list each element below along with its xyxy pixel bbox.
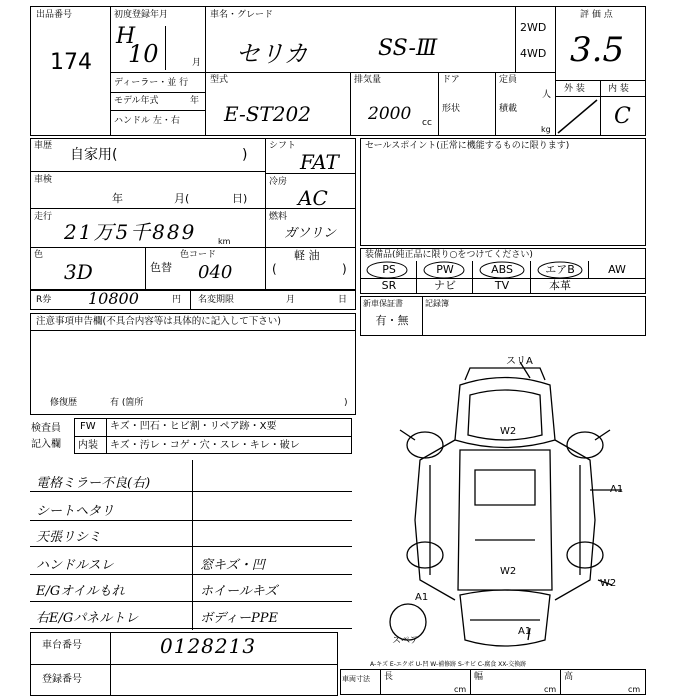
- sales-point-label: セールスポイント(正常に機能するものに限ります): [365, 141, 570, 151]
- warranty-label: 新車保証書: [363, 299, 403, 308]
- lot-number-label: 出品番号: [36, 10, 73, 20]
- car-grade: SS-Ⅲ: [378, 36, 438, 61]
- height-unit: cm: [628, 685, 641, 694]
- color-code-label: 色コード: [180, 250, 217, 260]
- name-grade-label: 車名・グレード: [210, 10, 274, 20]
- vehicle-diagram: [360, 340, 650, 660]
- mileage-value: 21万5千889: [64, 220, 197, 244]
- fuel-label: 燃料: [269, 212, 288, 222]
- equipment-circles: [360, 260, 600, 280]
- inspector-label-1: 検査員: [31, 423, 61, 434]
- lot-number: 174: [50, 50, 92, 75]
- kg-unit: kg: [541, 125, 551, 134]
- mark-front: スリA: [506, 356, 533, 367]
- color-label: 色: [34, 250, 44, 260]
- remark-left-1: 電格ミラー不良(右): [36, 476, 151, 491]
- km-unit: km: [218, 237, 231, 246]
- cc-unit: cc: [422, 118, 432, 128]
- equip-sr: SR: [381, 279, 397, 292]
- first-registration-label: 初度登録年月: [114, 10, 169, 20]
- shift-label: シフト: [269, 141, 297, 151]
- chassis-label: 車台番号: [42, 640, 82, 651]
- displacement-label: 排気量: [354, 75, 382, 85]
- inspector-interior-label: 内装: [78, 440, 98, 451]
- inspector-label-2: 記入欄: [31, 439, 61, 450]
- capacity-unit: 人: [542, 90, 552, 100]
- model-type-label: 型式: [210, 75, 229, 85]
- recycle-row: [30, 290, 356, 310]
- mark-roof: W2: [500, 426, 517, 437]
- era-value: H: [116, 24, 136, 49]
- car-name: セリカ: [236, 40, 308, 68]
- door-label: ドア: [442, 75, 460, 85]
- capacity-label: 定員: [499, 75, 518, 85]
- inspection-month: 月(: [174, 192, 190, 205]
- remark-left-5: E/Gオイルもれ: [36, 584, 125, 599]
- equip-aw: AW: [608, 263, 626, 276]
- fuel-paren-close: ): [342, 262, 347, 276]
- name-change-label: 名変期限: [198, 295, 235, 305]
- mark-trunk: W2: [500, 566, 517, 577]
- ac-value: AC: [298, 186, 328, 210]
- drive-2wd: 2WD: [520, 21, 547, 34]
- sales-point-box: [360, 138, 646, 246]
- remark-left-3: 天張リシミ: [36, 530, 102, 545]
- warranty-value: 有・無: [375, 314, 409, 327]
- mileage-label: 走行: [34, 212, 53, 222]
- equip-leather: 本革: [549, 279, 571, 292]
- remark-right-4: 窓キズ・凹: [200, 558, 265, 573]
- equip-ps: PS: [382, 263, 396, 276]
- notes-label: 注意事項申告欄(不具合内容等は具体的に記入して下さい): [36, 316, 281, 327]
- light-oil-label: 軽 油: [294, 249, 320, 262]
- remark-left-2: シートヘタリ: [36, 504, 115, 519]
- length-unit: cm: [454, 685, 467, 694]
- fuel-paren-open: (: [272, 262, 277, 276]
- ac-label: 冷房: [269, 177, 288, 187]
- history-value: 自家用(: [70, 147, 118, 163]
- interior-grade: C: [614, 104, 631, 129]
- repair-history-value: 有 (箇所: [110, 398, 144, 408]
- remark-right-6: ボディーPPE: [200, 611, 278, 626]
- damage-legend: A-キズ E-エクボ U-凹 W-補修跡 S-サビ C-腐食 XX-交換跡: [370, 661, 527, 668]
- inspector-fw-label: FW: [80, 421, 96, 432]
- registration-label: 登録番号: [42, 674, 82, 685]
- equip-abs: ABS: [491, 263, 513, 276]
- interior-label: 内 装: [608, 84, 629, 94]
- model-code: E-ST202: [224, 102, 311, 126]
- history-close: ): [242, 147, 248, 163]
- spare-label: スペア: [392, 636, 420, 646]
- length-label: 長: [384, 672, 394, 682]
- model-year-label: モデル年式: [114, 96, 159, 106]
- shape-label: 形状: [442, 104, 461, 114]
- dimensions-label: 車両寸法: [342, 675, 370, 683]
- repair-history-close: ): [344, 398, 348, 408]
- color-value: 3D: [64, 260, 93, 284]
- mark-rear-wheel: W2: [600, 578, 617, 589]
- exterior-grade-slash: [555, 96, 600, 136]
- repaint-label: 色替: [150, 261, 172, 274]
- height-label: 高: [564, 672, 574, 682]
- exterior-label: 外 装: [564, 84, 585, 94]
- mark-bumper: A1: [518, 626, 532, 637]
- drive-4wd: 4WD: [520, 47, 547, 60]
- recycle-value: 10800: [88, 289, 139, 308]
- mark-left-rear: A1: [415, 592, 429, 603]
- inspector-interior-text: キズ・汚レ・コゲ・穴・スレ・キレ・破レ: [110, 440, 300, 451]
- remark-left-6: 右E/Gパネルトレ: [36, 611, 139, 626]
- chassis-number: 0128213: [160, 634, 257, 658]
- equip-tv: TV: [494, 279, 510, 292]
- displacement: 2000: [368, 104, 412, 124]
- mark-right-side: A1: [610, 484, 624, 495]
- record-book-label: 記録簿: [425, 299, 449, 308]
- handle-label: ハンドル 左・右: [114, 116, 180, 126]
- inspection-year: 年: [112, 192, 123, 205]
- name-change-day: 日: [338, 295, 348, 305]
- equip-airbag: エアB: [545, 263, 575, 276]
- first-registration-year: 10: [128, 40, 159, 68]
- inspector-fw-text: キズ・凹石・ヒビ割・リペア跡・X要: [110, 421, 277, 432]
- recycle-label: R券: [36, 295, 52, 305]
- width-label: 幅: [474, 672, 484, 682]
- equip-pw: PW: [436, 263, 454, 276]
- inspection-label: 車検: [34, 175, 53, 185]
- color-code-value: 040: [198, 262, 233, 283]
- month-label: 月: [192, 58, 202, 68]
- remark-left-4: ハンドルスレ: [36, 558, 114, 573]
- notes-box: [30, 313, 356, 415]
- load-label: 積載: [499, 104, 518, 114]
- inspection-day: 日): [232, 192, 248, 205]
- history-label: 車歴: [34, 141, 53, 151]
- remark-right-5: ホイールキズ: [200, 584, 278, 599]
- width-unit: cm: [544, 685, 557, 694]
- name-change-month: 月: [286, 295, 296, 305]
- yen-label: 円: [172, 295, 182, 305]
- repair-history-label: 修復歴: [50, 398, 78, 408]
- equipment-label: 装備品(純正品に限り○をつけてください): [365, 250, 533, 260]
- dealer-label: ディーラー・並 行: [114, 78, 189, 88]
- shift-value: FAT: [300, 150, 339, 174]
- equip-navi: ナビ: [434, 279, 456, 292]
- fuel-value: ガソリン: [284, 226, 337, 241]
- rating-value: 3.5: [570, 30, 625, 70]
- model-year-unit: 年: [190, 96, 200, 106]
- rating-label: 評 価 点: [580, 10, 613, 20]
